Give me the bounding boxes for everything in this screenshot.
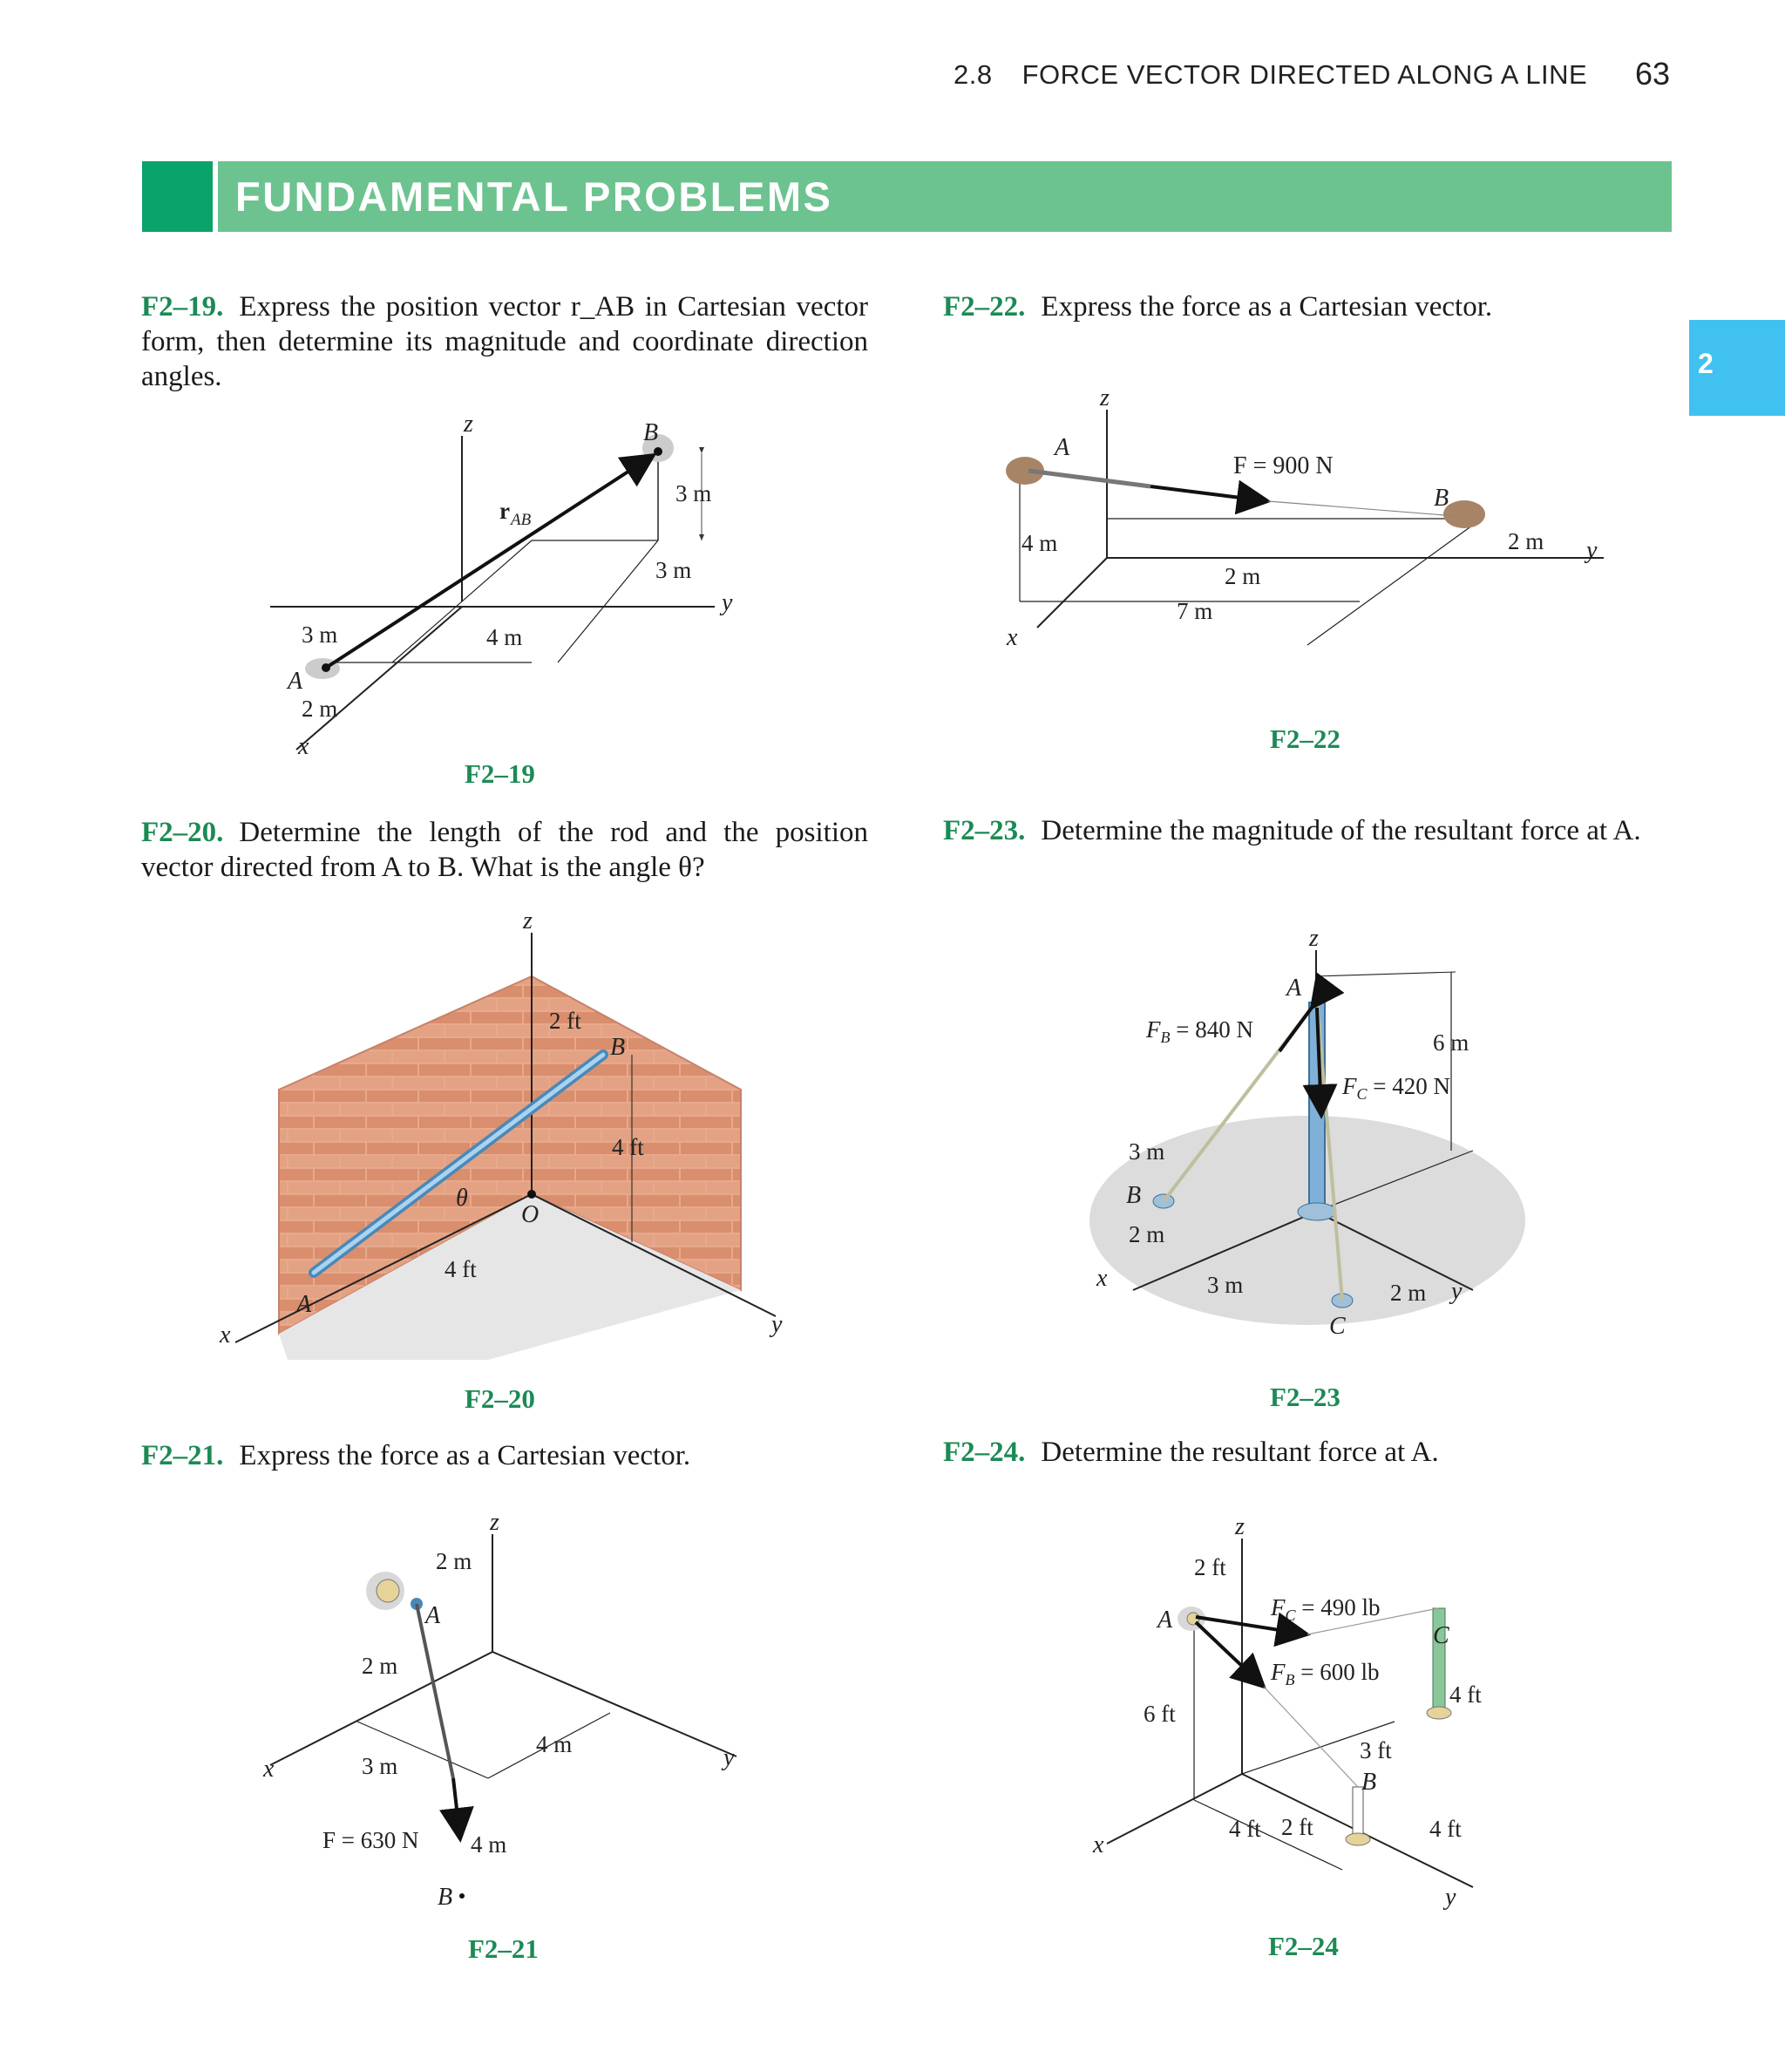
force-fb — [1279, 1008, 1312, 1051]
running-head — [954, 59, 1587, 91]
point-o — [527, 1190, 536, 1199]
label-b: B — [610, 1034, 626, 1061]
dim-3ft: 3 ft — [1360, 1737, 1392, 1763]
label-a: A — [1055, 434, 1070, 461]
figure-caption-f2-22: F2–22 — [1270, 724, 1340, 754]
point-b — [654, 447, 662, 456]
label-r-sub: AB — [511, 511, 532, 529]
dim-2m-left: 2 m — [362, 1653, 398, 1679]
label-x: x — [220, 1321, 231, 1348]
dim-by: 3 m — [655, 557, 692, 583]
problem-f2-20 — [141, 815, 868, 885]
problem-f2-22 — [943, 289, 1672, 324]
problem-text: Express the position vector r_AB in Cartesian vector form, then determine its magnitude and coordinate direction angles. — [141, 291, 868, 392]
page-number: 63 — [1635, 56, 1671, 92]
label-y: y — [722, 589, 733, 616]
figure-f2-22 — [994, 384, 1621, 662]
label-a: A — [296, 1291, 312, 1318]
label-c: C — [1329, 1313, 1346, 1340]
label-fc: $F_C = 490$ lb — [1271, 1594, 1381, 1624]
anchor-b — [1443, 500, 1485, 528]
dim-7m: 7 m — [1177, 598, 1213, 624]
label-force: F = 900 N — [1233, 452, 1334, 479]
problem-f2-19 — [141, 289, 868, 394]
dim-6ft: 6 ft — [1144, 1701, 1176, 1727]
problem-f2-21 — [141, 1438, 868, 1473]
dim-2m-right: 2 m — [1508, 528, 1544, 554]
force-arrow — [1150, 486, 1268, 501]
label-b: B — [1434, 485, 1449, 512]
dim-2m-top: 2 m — [436, 1548, 472, 1574]
dim-6m: 6 m — [1433, 1029, 1469, 1056]
label-x: x — [1096, 1265, 1108, 1292]
label-z: z — [523, 907, 533, 934]
label-b: B — [643, 419, 659, 446]
figure-caption-f2-24: F2–24 — [1268, 1931, 1339, 1961]
label-y: y — [1445, 1884, 1456, 1911]
label-r: r — [499, 498, 510, 524]
point-b — [459, 1893, 465, 1899]
label-z: z — [464, 411, 473, 438]
dim-4ft-vertical: 4 ft — [612, 1134, 644, 1160]
label-z: z — [1100, 384, 1110, 411]
problem-id: F2–20. — [141, 817, 224, 848]
label-a: A — [1286, 975, 1302, 1002]
figure-f2-24 — [1081, 1512, 1534, 1913]
label-x: x — [1093, 1831, 1104, 1858]
problem-text: Express the force as a Cartesian vector. — [239, 1440, 691, 1471]
dim-4m-floor: 4 m — [536, 1731, 573, 1757]
label-z: z — [1235, 1513, 1245, 1540]
problem-text: Determine the resultant force at A. — [1041, 1437, 1439, 1468]
chapter-tab-label: 2 — [1698, 348, 1714, 379]
label-a: A — [288, 668, 303, 695]
label-y: y — [1451, 1278, 1463, 1305]
problem-id: F2–24. — [943, 1437, 1026, 1468]
problem-f2-24 — [943, 1435, 1672, 1470]
force-arrow — [453, 1778, 460, 1839]
figure-f2-19 — [244, 401, 767, 767]
label-fb: $F_B = 840$ N — [1146, 1016, 1253, 1046]
problem-id: F2–21. — [141, 1440, 224, 1471]
label-a: A — [425, 1602, 441, 1629]
dim-2m-center: 2 m — [1225, 563, 1261, 589]
label-a: A — [1157, 1607, 1173, 1634]
label-b: B — [1361, 1769, 1377, 1796]
dim-2ft-bottom: 2 ft — [1281, 1814, 1313, 1840]
figure-f2-20 — [209, 907, 819, 1360]
label-x: x — [298, 733, 309, 760]
label-fc: $F_C = 420$ N — [1342, 1073, 1450, 1103]
banner-accent-block — [142, 161, 213, 232]
label-z: z — [1309, 925, 1319, 952]
section-number: 2.8 — [954, 59, 993, 90]
problem-f2-23 — [943, 813, 1672, 848]
dim-2ft-top: 2 ft — [1194, 1554, 1226, 1580]
label-z: z — [490, 1509, 499, 1536]
dim-3m-left: 3 m — [1129, 1138, 1165, 1165]
label-force: F = 630 N — [322, 1827, 419, 1853]
label-y: y — [723, 1744, 735, 1771]
figure-f2-21 — [253, 1499, 758, 1918]
force-fb — [1196, 1622, 1264, 1687]
label-b: B — [438, 1884, 453, 1911]
label-theta: θ — [456, 1185, 468, 1212]
dim-ax1: 3 m — [302, 622, 338, 648]
dim-2ft: 2 ft — [549, 1008, 581, 1034]
figure-caption-f2-19: F2–19 — [465, 758, 535, 789]
dim-4ft-bottom: 4 ft — [1229, 1816, 1261, 1842]
dim-bz: 3 m — [675, 480, 712, 506]
dim-4m: 4 m — [1021, 530, 1058, 556]
label-y: y — [771, 1311, 783, 1338]
label-x: x — [1007, 624, 1018, 651]
label-x: x — [263, 1756, 275, 1783]
problem-id: F2–19. — [141, 291, 224, 323]
chapter-tab — [1689, 320, 1785, 416]
figure-f2-23 — [1081, 924, 1534, 1351]
dim-4ft-floor: 4 ft — [445, 1256, 477, 1282]
label-b: B — [1126, 1182, 1142, 1209]
dim-2m-bottom: 2 m — [1390, 1280, 1427, 1306]
label-o: O — [521, 1201, 540, 1228]
banner-title: FUNDAMENTAL PROBLEMS — [235, 173, 833, 220]
dim-4ft-right: 4 ft — [1429, 1816, 1462, 1842]
section-title: FORCE VECTOR DIRECTED ALONG A LINE — [1021, 59, 1588, 90]
figure-caption-f2-21: F2–21 — [468, 1933, 539, 1964]
label-c: C — [1433, 1622, 1449, 1649]
cable — [417, 1604, 453, 1778]
problem-text: Determine the length of the rod and the position vector directed from A to B. What is the angle θ? — [141, 817, 868, 883]
dim-4m-vertical: 4 m — [471, 1831, 507, 1858]
label-fb: $F_B = 600$ lb — [1271, 1659, 1380, 1688]
dim-2m-left: 2 m — [1129, 1221, 1165, 1247]
dim-3m-bottom: 3 m — [1207, 1272, 1244, 1298]
dim-ay: 4 m — [486, 624, 523, 650]
problem-text: Determine the magnitude of the resultant force at A. — [1041, 815, 1641, 846]
dim-4ft-c: 4 ft — [1449, 1681, 1482, 1708]
dim-3m: 3 m — [362, 1753, 398, 1779]
label-y: y — [1586, 537, 1598, 564]
problem-id: F2–22. — [943, 291, 1026, 323]
figure-caption-f2-20: F2–20 — [465, 1383, 535, 1414]
figure-caption-f2-23: F2–23 — [1270, 1382, 1340, 1412]
problem-text: Express the force as a Cartesian vector. — [1041, 291, 1493, 323]
problem-id: F2–23. — [943, 815, 1026, 846]
dim-ax2: 2 m — [302, 696, 338, 722]
